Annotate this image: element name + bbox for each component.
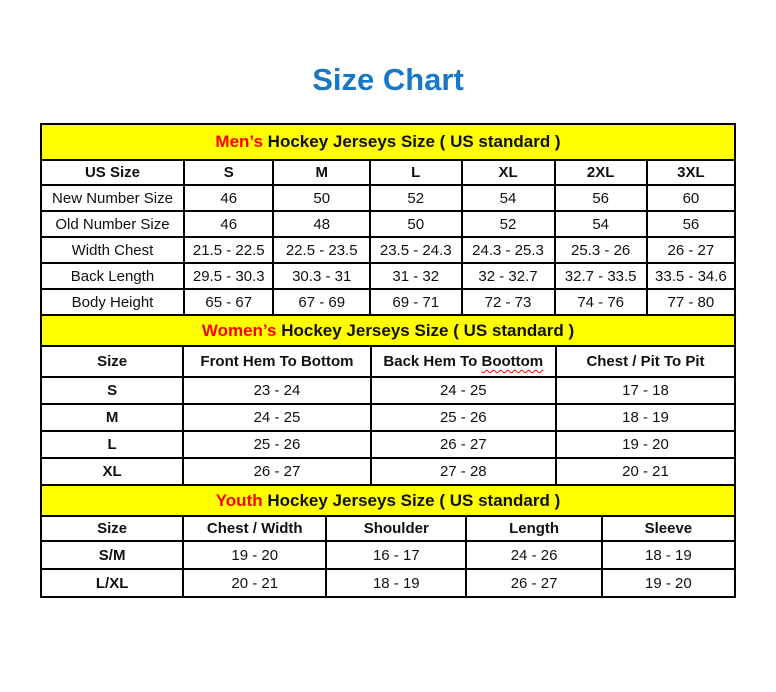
row-label-cell: S — [41, 377, 183, 404]
data-cell: 26 - 27 — [371, 431, 556, 458]
data-cell: 27 - 28 — [371, 458, 556, 485]
header-text: Back Hem To — [383, 353, 482, 370]
data-cell: 21.5 - 22.5 — [184, 237, 274, 263]
data-cell: 54 — [555, 211, 647, 237]
section-heading — [41, 124, 735, 160]
row-label-cell: Back Length — [41, 263, 184, 289]
data-cell: 56 — [555, 185, 647, 211]
column-header-row — [41, 346, 735, 377]
data-cell: 25.3 - 26 — [555, 237, 647, 263]
data-cell: 33.5 - 34.6 — [647, 263, 735, 289]
row-label-cell: M — [41, 404, 183, 431]
column-header-cell: Shoulder — [326, 516, 466, 541]
data-cell: 69 - 71 — [370, 289, 462, 315]
column-header-cell: L — [370, 160, 462, 185]
section-heading-row — [41, 124, 735, 160]
data-cell: 54 — [462, 185, 555, 211]
data-cell: 32.7 - 33.5 — [555, 263, 647, 289]
row-label-cell: Old Number Size — [41, 211, 184, 237]
data-cell: 24 - 26 — [466, 541, 601, 569]
data-cell: 26 - 27 — [466, 569, 601, 597]
data-cell: 19 - 20 — [183, 541, 326, 569]
data-cell: 48 — [273, 211, 369, 237]
table-row — [41, 185, 735, 211]
data-cell: 52 — [370, 185, 462, 211]
row-label-cell: XL — [41, 458, 183, 485]
column-header-cell: Sleeve — [602, 516, 735, 541]
column-header-cell: Chest / Width — [183, 516, 326, 541]
table-row — [41, 458, 735, 485]
size-chart — [40, 123, 736, 598]
data-cell: 67 - 69 — [273, 289, 369, 315]
section-heading-text: Hockey Jerseys Size ( US standard ) — [262, 132, 561, 151]
data-cell: 26 - 27 — [183, 458, 370, 485]
data-cell: 50 — [370, 211, 462, 237]
page-title: Size Chart — [312, 62, 464, 97]
column-header-cell: XL — [462, 160, 555, 185]
data-cell: 29.5 - 30.3 — [184, 263, 274, 289]
column-header-cell: US Size — [41, 160, 184, 185]
section-heading-text: Hockey Jerseys Size ( US standard ) — [276, 320, 575, 340]
section-heading-accent: Men’s — [215, 132, 263, 151]
column-header-cell: Front Hem To Bottom — [183, 346, 370, 377]
data-cell: 31 - 32 — [370, 263, 462, 289]
data-cell: 19 - 20 — [556, 431, 735, 458]
table-row — [41, 404, 735, 431]
data-cell: 18 - 19 — [602, 541, 735, 569]
data-cell: 60 — [647, 185, 735, 211]
table-row — [41, 263, 735, 289]
data-cell: 16 - 17 — [326, 541, 466, 569]
row-label-cell: S/M — [41, 541, 183, 569]
data-cell: 24 - 25 — [371, 377, 556, 404]
data-cell: 18 - 19 — [556, 404, 735, 431]
column-header-cell: 3XL — [647, 160, 735, 185]
data-cell: 56 — [647, 211, 735, 237]
column-header-row — [41, 160, 735, 185]
table-row — [41, 289, 735, 315]
column-header-cell: Length — [466, 516, 601, 541]
misspelled-word: Boottom — [481, 353, 544, 370]
section-heading — [41, 315, 735, 346]
table-row — [41, 541, 735, 569]
data-cell: 46 — [184, 185, 274, 211]
column-header-cell: Size — [41, 346, 183, 377]
row-label-cell: Width Chest — [41, 237, 184, 263]
womens-size-table — [40, 314, 736, 486]
data-cell: 25 - 26 — [371, 404, 556, 431]
data-cell: 19 - 20 — [602, 569, 735, 597]
data-cell: 26 - 27 — [647, 237, 735, 263]
section-heading-accent: Women’s — [201, 320, 277, 340]
youth-size-table — [40, 484, 736, 598]
section-heading-row — [41, 485, 735, 516]
column-header-cell: Chest / Pit To Pit — [556, 346, 735, 377]
data-cell: 23 - 24 — [183, 377, 370, 404]
column-header-cell: Size — [41, 516, 183, 541]
data-cell: 52 — [462, 211, 555, 237]
row-label-cell: New Number Size — [41, 185, 184, 211]
section-heading — [41, 485, 735, 516]
data-cell: 77 - 80 — [647, 289, 735, 315]
table-row — [41, 377, 735, 404]
row-label-cell: L — [41, 431, 183, 458]
column-header-cell: 2XL — [555, 160, 647, 185]
data-cell: 32 - 32.7 — [462, 263, 555, 289]
table-row — [41, 211, 735, 237]
column-header-row — [41, 516, 735, 541]
data-cell: 25 - 26 — [183, 431, 370, 458]
data-cell: 18 - 19 — [326, 569, 466, 597]
section-heading-accent: Youth — [215, 490, 263, 510]
section-heading-row — [41, 315, 735, 346]
column-header-cell: S — [184, 160, 274, 185]
data-cell: 46 — [184, 211, 274, 237]
data-cell: 24.3 - 25.3 — [462, 237, 555, 263]
column-header-cell: M — [273, 160, 369, 185]
data-cell: 22.5 - 23.5 — [273, 237, 369, 263]
data-cell: 72 - 73 — [462, 289, 555, 315]
section-heading-text: Hockey Jerseys Size ( US standard ) — [262, 490, 561, 510]
data-cell: 50 — [273, 185, 369, 211]
data-cell: 20 - 21 — [556, 458, 735, 485]
data-cell: 30.3 - 31 — [273, 263, 369, 289]
table-row — [41, 237, 735, 263]
data-cell: 65 - 67 — [184, 289, 274, 315]
data-cell: 23.5 - 24.3 — [370, 237, 462, 263]
data-cell: 20 - 21 — [183, 569, 326, 597]
data-cell: 17 - 18 — [556, 377, 735, 404]
row-label-cell: Body Height — [41, 289, 184, 315]
data-cell: 24 - 25 — [183, 404, 370, 431]
mens-size-table — [40, 123, 736, 316]
data-cell: 74 - 76 — [555, 289, 647, 315]
table-row — [41, 569, 735, 597]
row-label-cell: L/XL — [41, 569, 183, 597]
table-row — [41, 431, 735, 458]
column-header-cell — [371, 346, 556, 377]
